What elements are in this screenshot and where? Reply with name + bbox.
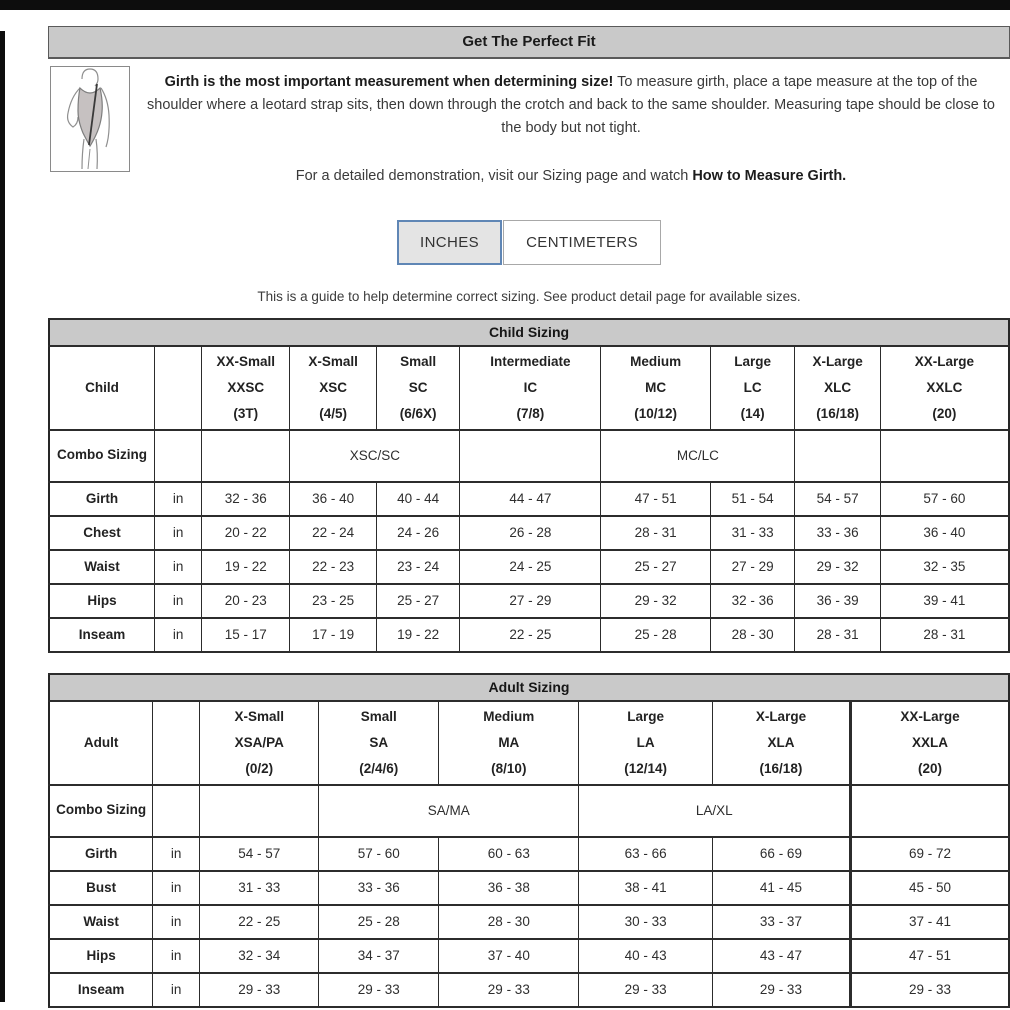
value-cell: 69 - 72	[851, 837, 1009, 871]
value-cell: 29 - 33	[579, 973, 712, 1007]
size-code: SC	[408, 379, 428, 395]
value-cell: 51 - 54	[710, 482, 794, 516]
table-row-hips	[49, 584, 1009, 618]
child-sizing-table	[48, 318, 1010, 653]
unit-cell: in	[153, 871, 200, 905]
combo-cell	[460, 430, 601, 482]
combo-cell	[200, 785, 319, 837]
size-code: XXSC	[227, 379, 265, 395]
value-cell: 17 - 19	[290, 618, 376, 652]
size-name: Large	[734, 353, 771, 369]
value-cell: 33 - 36	[319, 871, 439, 905]
value-cell: 60 - 63	[439, 837, 579, 871]
size-code: XXLC	[926, 379, 963, 395]
value-cell: 25 - 28	[319, 905, 439, 939]
size-column-header	[795, 346, 880, 430]
table-row-waist	[49, 905, 1009, 939]
size-range: (16/18)	[816, 405, 859, 421]
content-area	[48, 26, 1010, 1008]
size-range: (7/8)	[516, 405, 545, 421]
adult-sizing-table-corner-label: Adult	[49, 701, 153, 785]
size-range: (2/4/6)	[359, 760, 399, 776]
value-cell: 24 - 25	[460, 550, 601, 584]
unit-cell: in	[155, 482, 202, 516]
value-cell: 23 - 25	[290, 584, 376, 618]
adult-sizing-table-unit-header	[153, 701, 200, 785]
size-name: Small	[360, 708, 397, 724]
unit-cell: in	[155, 618, 202, 652]
value-cell: 28 - 30	[710, 618, 794, 652]
size-range: (0/2)	[245, 760, 274, 776]
value-cell: 33 - 36	[795, 516, 880, 550]
size-column-header	[710, 346, 794, 430]
value-cell: 20 - 22	[202, 516, 290, 550]
size-name: Medium	[630, 353, 682, 369]
value-cell: 33 - 37	[712, 905, 850, 939]
size-column-header	[439, 701, 579, 785]
value-cell: 36 - 40	[880, 516, 1009, 550]
combo-cell: MC/LC	[601, 430, 795, 482]
intro-paragraph	[138, 71, 1004, 141]
row-label: Girth	[49, 837, 153, 871]
value-cell: 22 - 25	[460, 618, 601, 652]
combo-cell	[851, 785, 1009, 837]
row-label: Waist	[49, 550, 155, 584]
adult-sizing-table-header-row	[49, 701, 1009, 785]
size-range: (10/12)	[634, 405, 678, 421]
table-row-chest	[49, 516, 1009, 550]
intro-rest-text: To measure girth, place a tape measure at the top of the shoulder where a leotard strap sits, then down through the crotch and back to the same shoulder. Measuring tape should be close to the body but not tight.	[147, 74, 995, 137]
size-name: XX-Large	[900, 708, 960, 724]
row-label: Inseam	[49, 618, 155, 652]
size-code: XLC	[824, 379, 852, 395]
value-cell: 25 - 28	[601, 618, 710, 652]
value-cell: 37 - 41	[851, 905, 1009, 939]
leotard-figure-icon	[51, 67, 129, 171]
size-column-header	[579, 701, 712, 785]
value-cell: 32 - 35	[880, 550, 1009, 584]
combo-unit-cell	[155, 430, 202, 482]
size-name: Small	[400, 353, 437, 369]
value-cell: 29 - 33	[439, 973, 579, 1007]
value-cell: 29 - 33	[319, 973, 439, 1007]
demo-line	[138, 168, 1004, 184]
size-range: (4/5)	[319, 405, 348, 421]
value-cell: 29 - 33	[200, 973, 319, 1007]
adult-sizing-table	[48, 673, 1010, 1008]
inches-button[interactable]: INCHES	[397, 220, 502, 265]
value-cell: 39 - 41	[880, 584, 1009, 618]
size-name: XX-Small	[216, 353, 276, 369]
combo-cell	[795, 430, 880, 482]
value-cell: 66 - 69	[712, 837, 850, 871]
value-cell: 31 - 33	[710, 516, 794, 550]
value-cell: 44 - 47	[460, 482, 601, 516]
value-cell: 28 - 31	[795, 618, 880, 652]
adult-sizing-table-combo-row	[49, 785, 1009, 837]
guide-note: This is a guide to help determine correct sizing. See product detail page for available sizes.	[257, 288, 801, 304]
child-sizing-table-container	[48, 318, 1010, 653]
value-cell: 57 - 60	[319, 837, 439, 871]
value-cell: 40 - 44	[376, 482, 460, 516]
value-cell: 45 - 50	[851, 871, 1009, 905]
unit-cell: in	[153, 837, 200, 871]
table-row-hips	[49, 939, 1009, 973]
combo-cell: SA/MA	[319, 785, 579, 837]
value-cell: 29 - 33	[712, 973, 850, 1007]
size-column-header	[202, 346, 290, 430]
value-cell: 43 - 47	[712, 939, 850, 973]
table-row-girth	[49, 837, 1009, 871]
size-column-header	[460, 346, 601, 430]
size-code: LC	[743, 379, 762, 395]
row-label: Inseam	[49, 973, 153, 1007]
size-range: (8/10)	[491, 760, 527, 776]
value-cell: 31 - 33	[200, 871, 319, 905]
row-label: Hips	[49, 939, 153, 973]
size-column-header	[851, 701, 1009, 785]
value-cell: 40 - 43	[579, 939, 712, 973]
child-sizing-table-combo-row	[49, 430, 1009, 482]
intro-section	[48, 66, 1010, 184]
value-cell: 63 - 66	[579, 837, 712, 871]
value-cell: 29 - 33	[851, 973, 1009, 1007]
value-cell: 22 - 25	[200, 905, 319, 939]
child-sizing-table-unit-header	[155, 346, 202, 430]
value-cell: 54 - 57	[795, 482, 880, 516]
value-cell: 32 - 34	[200, 939, 319, 973]
intro-bold-text: Girth is the most important measurement when determining size!	[164, 74, 614, 90]
value-cell: 28 - 31	[880, 618, 1009, 652]
size-name: XX-Large	[914, 353, 975, 369]
unit-cell: in	[153, 905, 200, 939]
value-cell: 32 - 36	[202, 482, 290, 516]
row-label: Chest	[49, 516, 155, 550]
size-column-header	[712, 701, 850, 785]
size-code: XXLA	[912, 734, 949, 750]
size-column-header	[200, 701, 319, 785]
unit-cell: in	[155, 516, 202, 550]
value-cell: 28 - 31	[601, 516, 710, 550]
value-cell: 15 - 17	[202, 618, 290, 652]
size-range: (20)	[932, 405, 957, 421]
value-cell: 37 - 40	[439, 939, 579, 973]
child-sizing-table-header-row	[49, 346, 1009, 430]
unit-cell: in	[153, 939, 200, 973]
combo-row-label: Combo Sizing	[49, 785, 153, 837]
value-cell: 36 - 38	[439, 871, 579, 905]
value-cell: 25 - 27	[601, 550, 710, 584]
size-column-header	[601, 346, 710, 430]
row-label: Hips	[49, 584, 155, 618]
left-border-bar	[0, 31, 5, 1002]
value-cell: 41 - 45	[712, 871, 850, 905]
size-code: LA	[636, 734, 655, 750]
value-cell: 20 - 23	[202, 584, 290, 618]
demo-prefix-text: For a detailed demonstration, visit our Sizing page and watch	[295, 167, 693, 184]
size-range: (14)	[740, 405, 765, 421]
table-row-inseam	[49, 618, 1009, 652]
size-column-header	[376, 346, 460, 430]
row-label: Bust	[49, 871, 153, 905]
row-label: Waist	[49, 905, 153, 939]
size-range: (20)	[918, 760, 943, 776]
table-row-waist	[49, 550, 1009, 584]
child-sizing-table-corner-label: Child	[49, 346, 155, 430]
size-name: X-Small	[308, 353, 358, 369]
table-row-girth	[49, 482, 1009, 516]
size-column-header	[290, 346, 376, 430]
size-name: X-Large	[812, 353, 863, 369]
value-cell: 34 - 37	[319, 939, 439, 973]
value-cell: 19 - 22	[376, 618, 460, 652]
size-name: X-Small	[234, 708, 284, 724]
child-sizing-table-title: Child Sizing	[49, 319, 1009, 346]
combo-cell: LA/XL	[579, 785, 851, 837]
value-cell: 28 - 30	[439, 905, 579, 939]
size-range: (16/18)	[759, 760, 803, 776]
size-name: Intermediate	[490, 353, 571, 369]
combo-cell	[202, 430, 290, 482]
row-label: Girth	[49, 482, 155, 516]
size-range: (3T)	[233, 405, 259, 421]
value-cell: 25 - 27	[376, 584, 460, 618]
demo-bold-text: How to Measure Girth.	[692, 167, 847, 184]
value-cell: 54 - 57	[200, 837, 319, 871]
unit-toggle-group	[48, 220, 1010, 265]
value-cell: 36 - 39	[795, 584, 880, 618]
value-cell: 30 - 33	[579, 905, 712, 939]
centimeters-button[interactable]: CENTIMETERS	[503, 220, 661, 265]
size-code: IC	[523, 379, 538, 395]
intro-text	[130, 66, 1010, 184]
value-cell: 47 - 51	[851, 939, 1009, 973]
value-cell: 19 - 22	[202, 550, 290, 584]
unit-cell: in	[155, 550, 202, 584]
size-column-header	[319, 701, 439, 785]
value-cell: 47 - 51	[601, 482, 710, 516]
value-cell: 29 - 32	[601, 584, 710, 618]
size-name: Large	[627, 708, 664, 724]
size-name: Medium	[483, 708, 535, 724]
size-code: XLA	[767, 734, 795, 750]
combo-unit-cell	[153, 785, 200, 837]
girth-diagram-image	[50, 66, 130, 172]
value-cell: 36 - 40	[290, 482, 376, 516]
value-cell: 22 - 24	[290, 516, 376, 550]
unit-cell: in	[155, 584, 202, 618]
value-cell: 22 - 23	[290, 550, 376, 584]
combo-row-label: Combo Sizing	[49, 430, 155, 482]
size-column-header	[880, 346, 1009, 430]
size-range: (6/6X)	[399, 405, 437, 421]
value-cell: 23 - 24	[376, 550, 460, 584]
value-cell: 24 - 26	[376, 516, 460, 550]
size-code: SA	[369, 734, 389, 750]
value-cell: 27 - 29	[460, 584, 601, 618]
size-name: X-Large	[755, 708, 807, 724]
value-cell: 57 - 60	[880, 482, 1009, 516]
value-cell: 38 - 41	[579, 871, 712, 905]
value-cell: 27 - 29	[710, 550, 794, 584]
top-border-bar	[0, 0, 1010, 10]
size-range: (12/14)	[624, 760, 667, 776]
value-cell: 32 - 36	[710, 584, 794, 618]
combo-cell: XSC/SC	[290, 430, 460, 482]
size-code: XSC	[319, 379, 348, 395]
value-cell: 26 - 28	[460, 516, 601, 550]
adult-sizing-table-title: Adult Sizing	[49, 674, 1009, 701]
size-code: MC	[645, 379, 667, 395]
unit-cell: in	[153, 973, 200, 1007]
size-code: MA	[498, 734, 520, 750]
adult-sizing-table-container	[48, 673, 1010, 1008]
combo-cell	[880, 430, 1009, 482]
size-code: XSA/PA	[234, 734, 284, 750]
value-cell: 29 - 32	[795, 550, 880, 584]
table-row-bust	[49, 871, 1009, 905]
page-title: Get The Perfect Fit	[48, 26, 1010, 59]
table-row-inseam	[49, 973, 1009, 1007]
